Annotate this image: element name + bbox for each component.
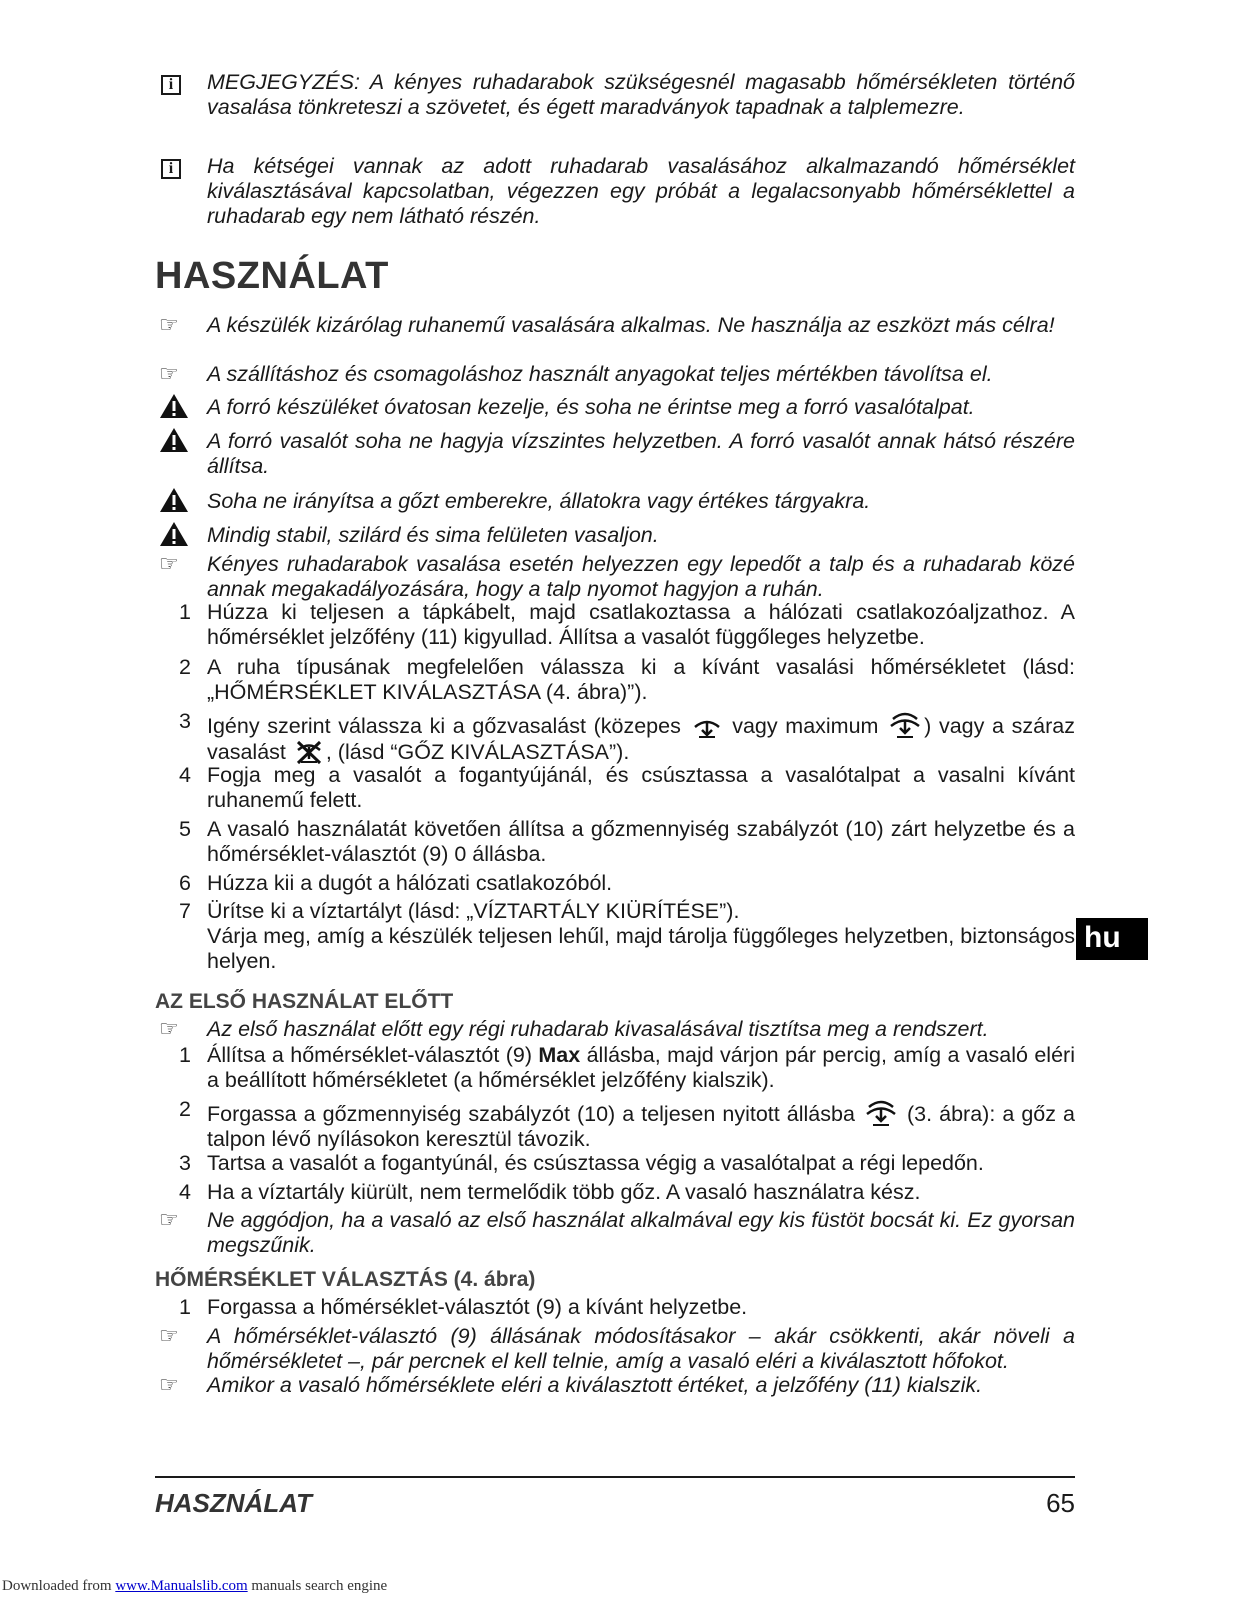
bullet-text: Soha ne irányítsa a gőzt emberekre, állatokra vagy értékes tárgyakra. [207,489,871,513]
step-text-part: Igény szerint válassza ki a gőzvasalást (közepes [207,714,689,738]
download-notice [2,1578,387,1595]
step-text-part: , (lásd “GŐZ KIVÁLASZTÁSA”). [325,740,630,764]
step-text: Forgassa a hőmérséklet-választót (9) a kívánt helyzetbe. [207,1295,748,1319]
step-text-line: Ürítse ki a víztartályt (lásd: „VÍZTARTÁLY KIÜRÍTÉSE”). [207,899,740,923]
step-text: Ha a víztartály kiürült, nem termelődik több gőz. A vasaló használatra kész. [207,1180,921,1204]
warning-icon [159,427,189,453]
bullet-item [155,489,1075,514]
step-text-part: állásba, majd várjon pár percig, amíg a vasaló eléri a beállított hőmérsékletet (a hőmérséklet jelzőfény kialszik). [207,1043,1075,1092]
step-text [207,899,1075,974]
step-text-part: (3. ábra): a gőz a talpon lévő nyílásokon keresztül távozik. [207,1102,1075,1151]
step-item [155,600,1075,650]
step-text [207,709,1075,765]
medium-steam-icon [691,715,723,739]
step-text [207,1043,1075,1093]
footer-title: HASZNÁLAT [155,1488,312,1518]
note-text: MEGJEGYZÉS: A kényes ruhadarabok szükségesnél magasabb hőmérsékleten történő vasalása tönkreteszi a szövetet, és égett maradványok tapadnak a talplemezre. [207,70,1075,119]
bullet-text: Ne aggódjon, ha a vasaló az első használat alkalmával egy kis füstöt bocsát ki. Ez gyorsan megszűnik. [207,1208,1075,1257]
pointing-hand-icon: ☞ [159,312,179,337]
pointing-hand-icon: ☞ [159,1323,179,1348]
step-item [155,899,1075,974]
max-steam-icon [864,1097,898,1127]
bullet-text: Kényes ruhadarabok vasalása esetén helyezzen egy lepedőt a talp és a ruhadarab közé annak megakadályozására, hogy a talp nyomot hagyjon a ruhán. [207,552,1075,601]
note-1 [155,70,1075,120]
bullet-text: A szállításhoz és csomagoláshoz használt anyagokat teljes mértékben távolítsa el. [207,362,993,386]
note-2 [155,154,1075,229]
step-item [155,1097,1075,1152]
pointing-hand-icon: ☞ [159,361,179,386]
bullet-text: Mindig stabil, szilárd és sima felületen vasaljon. [207,523,659,547]
bullet-item [155,362,1075,387]
bullet-item [155,1208,1075,1258]
step-number: 1 [179,600,191,624]
step-item [155,709,1075,765]
bullet-item [155,429,1075,479]
download-suffix: manuals search engine [247,1578,388,1594]
step-text: A vasaló használatát követően állítsa a gőzmennyiség szabályzót (10) zárt helyzetbe és a hőmérséklet-választót (9) 0 állásba. [207,817,1075,866]
step-item [155,1180,1075,1205]
bullet-item [155,552,1075,602]
language-tab: hu [1076,918,1148,960]
manualslib-link[interactable]: www.Manualslib.com [115,1578,248,1594]
bullet-item [155,523,1075,548]
step-text: Húzza kii a dugót a hálózati csatlakozóból. [207,871,613,895]
bullet-item [155,1017,1075,1042]
step-number: 4 [179,763,191,787]
step-number: 2 [179,655,191,679]
step-text-part: Forgassa a gőzmennyiség szabályzót (10) a teljesen nyitott állásba [207,1102,862,1126]
info-icon: i [161,75,181,95]
step-item [155,1043,1075,1093]
page-number: 65 [1046,1488,1075,1518]
step-text: A ruha típusának megfelelően válassza ki a kívánt vasalási hőmérsékletet (lásd: „HŐMÉRSÉKLET KIVÁLASZTÁSA (4. ábra)”). [207,655,1075,704]
step-number: 7 [179,899,191,923]
bullet-item [155,395,1075,420]
bullet-text: A hőmérséklet-választó (9) állásának módosításakor – akár csökkenti, akár növeli a hőmérsékletet –, pár percnek el kell telnie, amíg a vasaló eléri a kiválasztott hőfokot. [207,1324,1075,1373]
step-number: 6 [179,871,191,895]
temperature-heading: HŐMÉRSÉKLET VÁLASZTÁS (4. ábra) [155,1268,536,1291]
info-icon: i [161,159,181,179]
step-item [155,871,1075,896]
step-number: 3 [179,709,191,733]
bullet-item [155,313,1075,338]
warning-icon [159,487,189,513]
step-text-line: Várja meg, amíg a készülék teljesen lehűl, majd tárolja függőleges helyzetben, biztonságos helyen. [207,924,1075,973]
bullet-text: A készülék kizárólag ruhanemű vasalására alkalmas. Ne használja az eszközt más célra! [207,313,1055,337]
step-text [207,1097,1075,1152]
bullet-item [155,1373,1075,1398]
bullet-item [155,1324,1075,1374]
step-text: Fogja meg a vasalót a fogantyújánál, és csúsztassa a vasalótalpat a vasalni kívánt ruhanemű felett. [207,763,1075,812]
note-text: Ha kétségei vannak az adott ruhadarab vasalásához alkalmazandó hőmérséklet kiválasztásával kapcsolatban, végezzen egy próbát a legalacsonyabb hőmérséklettel a ruhadarab egy nem látható részén. [207,154,1075,228]
pointing-hand-icon: ☞ [159,1207,179,1232]
bullet-text: Az első használat előtt egy régi ruhadarab kivasalásával tisztítsa meg a rendszert. [207,1017,989,1041]
step-item [155,1295,1075,1320]
bullet-text: A forró készüléket óvatosan kezelje, és soha ne érintse meg a forró vasalótalpat. [207,395,975,419]
step-text-part: ) vagy a száraz vasalást [207,714,1076,764]
step-number: 5 [179,817,191,841]
step-item [155,655,1075,705]
warning-icon [159,393,189,419]
max-setting-label: Max [538,1043,581,1067]
step-text-part: vagy maximum [724,714,887,738]
section-title: HASZNÁLAT [155,255,389,297]
download-prefix: Downloaded from [2,1578,116,1594]
footer-divider [155,1476,1075,1478]
step-item [155,817,1075,867]
dry-iron-icon [294,739,324,765]
first-use-heading: AZ ELSŐ HASZNÁLAT ELŐTT [155,990,454,1013]
step-number: 4 [179,1180,191,1204]
max-steam-icon [888,709,922,739]
step-number: 3 [179,1151,191,1175]
warning-icon [159,521,189,547]
bullet-text: Amikor a vasaló hőmérséklete eléri a kiválasztott értéket, a jelzőfény (11) kialszik. [207,1373,983,1397]
pointing-hand-icon: ☞ [159,1016,179,1041]
step-item [155,1151,1075,1176]
step-item [155,763,1075,813]
pointing-hand-icon: ☞ [159,1372,179,1397]
step-text: Tartsa a vasalót a fogantyúnál, és csúsztassa végig a vasalótalpat a régi lepedőn. [207,1151,984,1175]
step-number: 2 [179,1097,191,1121]
step-number: 1 [179,1295,191,1319]
bullet-text: A forró vasalót soha ne hagyja vízszintes helyzetben. A forró vasalót annak hátsó részére állítsa. [207,429,1075,478]
step-text: Húzza ki teljesen a tápkábelt, majd csatlakoztassa a hálózati csatlakozóaljzathoz. A hőmérséklet jelzőfény (11) kigyullad. Állítsa a vasalót függőleges helyzetbe. [207,600,1075,649]
step-text-part: Állítsa a hőmérséklet-választót (9) [207,1043,539,1067]
pointing-hand-icon: ☞ [159,551,179,576]
step-number: 1 [179,1043,191,1067]
